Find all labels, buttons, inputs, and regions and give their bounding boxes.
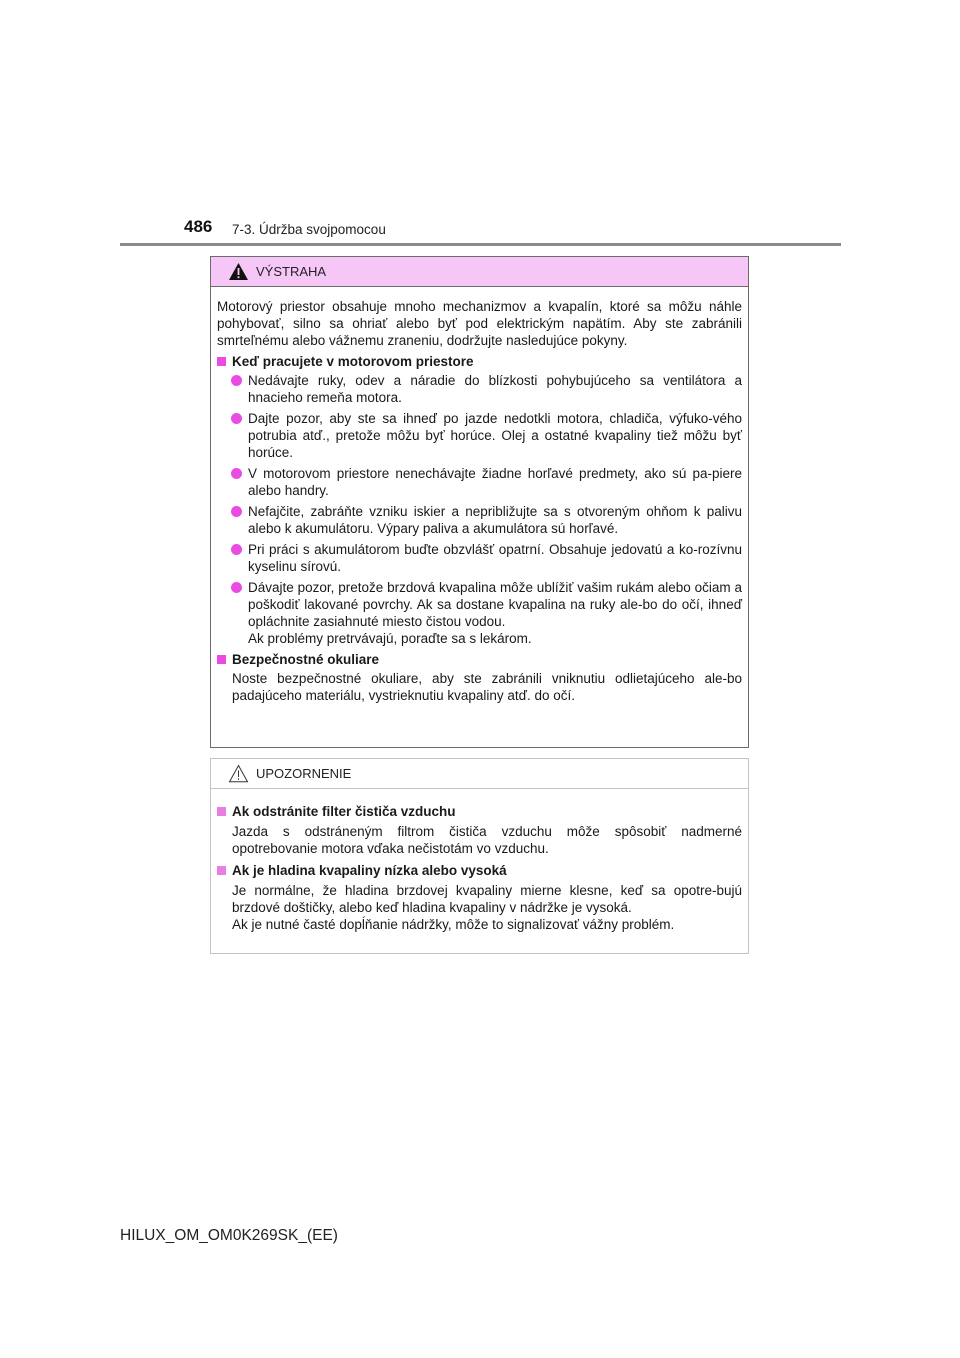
- warning-intro: Motorový priestor obsahuje mnoho mechanizmov a kvapalín, ktoré sa môžu náhle pohybovať, silno sa ohriať alebo byť pod elektrickým napätím. Aby ste zabránili smrteľnému alebo vážnemu zraneniu, dodržujte nasledujúce pokyny.: [217, 299, 742, 348]
- bullet-item: Nefajčite, zabráňte vzniku iskier a nepribližujte sa s otvoreným ohňom k palivu alebo k akumulátoru. Výpary paliva a akumulátora sú horľavé.: [231, 503, 742, 537]
- caution-triangle-icon: [228, 764, 249, 783]
- bullet-dot-icon: [231, 375, 242, 386]
- subhead-engine-compartment: Keď pracujete v motorovom priestore: [217, 353, 742, 370]
- subhead-fluid-level: Ak je hladina kvapaliny nízka alebo vysoká: [217, 862, 742, 879]
- square-bullet-icon: [217, 807, 226, 816]
- page-number: 486: [184, 217, 213, 236]
- notice-header: [211, 759, 748, 789]
- bullet-dot-icon: [231, 544, 242, 555]
- bullet-item: V motorovom priestore nenechávajte žiadne horľavé predmety, ako sú pa-piere alebo handry.: [231, 465, 742, 499]
- warning-box: [210, 256, 749, 748]
- safety-glasses-text: Noste bezpečnostné okuliare, aby ste zabránili vniknutiu odlietajúceho ale-bo padajúceho materiálu, vystrieknutiu kvapaliny atď. do očí.: [232, 671, 742, 703]
- subhead-safety-glasses: Bezpečnostné okuliare: [217, 651, 742, 668]
- bullet-item: Pri práci s akumulátorom buďte obzvlášť opatrní. Obsahuje jedovatú a ko-rozívnu kyselinu sírovú.: [231, 541, 742, 575]
- bullet-dot-icon: [231, 506, 242, 517]
- subhead-air-filter: Ak odstránite filter čističa vzduchu: [217, 803, 742, 820]
- notice-box: [210, 758, 749, 954]
- bullet-dot-icon: [231, 413, 242, 424]
- bullet-item: Dajte pozor, aby ste sa ihneď po jazde nedotkli motora, chladiča, výfuko-vého potrubia atď., pretože môžu byť horúce. Olej a ostatné kvapaliny tiež môžu byť horúce.: [231, 410, 742, 461]
- warning-title: VÝSTRAHA: [256, 264, 327, 279]
- warning-triangle-icon: [228, 262, 249, 281]
- bullet-dot-icon: [231, 582, 242, 593]
- square-bullet-icon: [217, 655, 226, 664]
- document-code: HILUX_OM_OM0K269SK_(EE): [120, 1227, 338, 1244]
- header-rule: [120, 243, 841, 246]
- air-filter-text: Jazda s odstráneným filtrom čističa vzduchu môže spôsobiť nadmerné opotrebovanie motora vďaka nečistotám vo vzduchu.: [232, 824, 742, 856]
- bullet-dot-icon: [231, 468, 242, 479]
- notice-title: UPOZORNENIE: [256, 766, 352, 781]
- bullet-item: Dávajte pozor, pretože brzdová kvapalina môže ublížiť vašim rukám alebo očiam a poškodiť lakované povrchy. Ak sa dostane kvapalina na ruky ale-bo do očí, ihneď opláchnite zasiahnuté miesto čistou vodou. Ak problémy pretrvávajú, poraďte sa s lekárom.: [231, 579, 742, 647]
- section-title: 7-3. Údržba svojpomocou: [232, 222, 386, 237]
- fluid-level-text: Je normálne, že hladina brzdovej kvapaliny mierne klesne, keď sa opotre-bujú brzdové doštičky, alebo keď hladina kvapaliny v nádržke je vysoká. Ak je nutné časté dopĺňanie nádržky, môže to signalizovať vážny problém.: [232, 883, 742, 932]
- warning-header: [211, 257, 748, 287]
- square-bullet-icon: [217, 866, 226, 875]
- square-bullet-icon: [217, 357, 226, 366]
- bullet-item: Nedávajte ruky, odev a náradie do blízkosti pohybujúceho sa ventilátora a hnacieho remeňa motora.: [231, 372, 742, 406]
